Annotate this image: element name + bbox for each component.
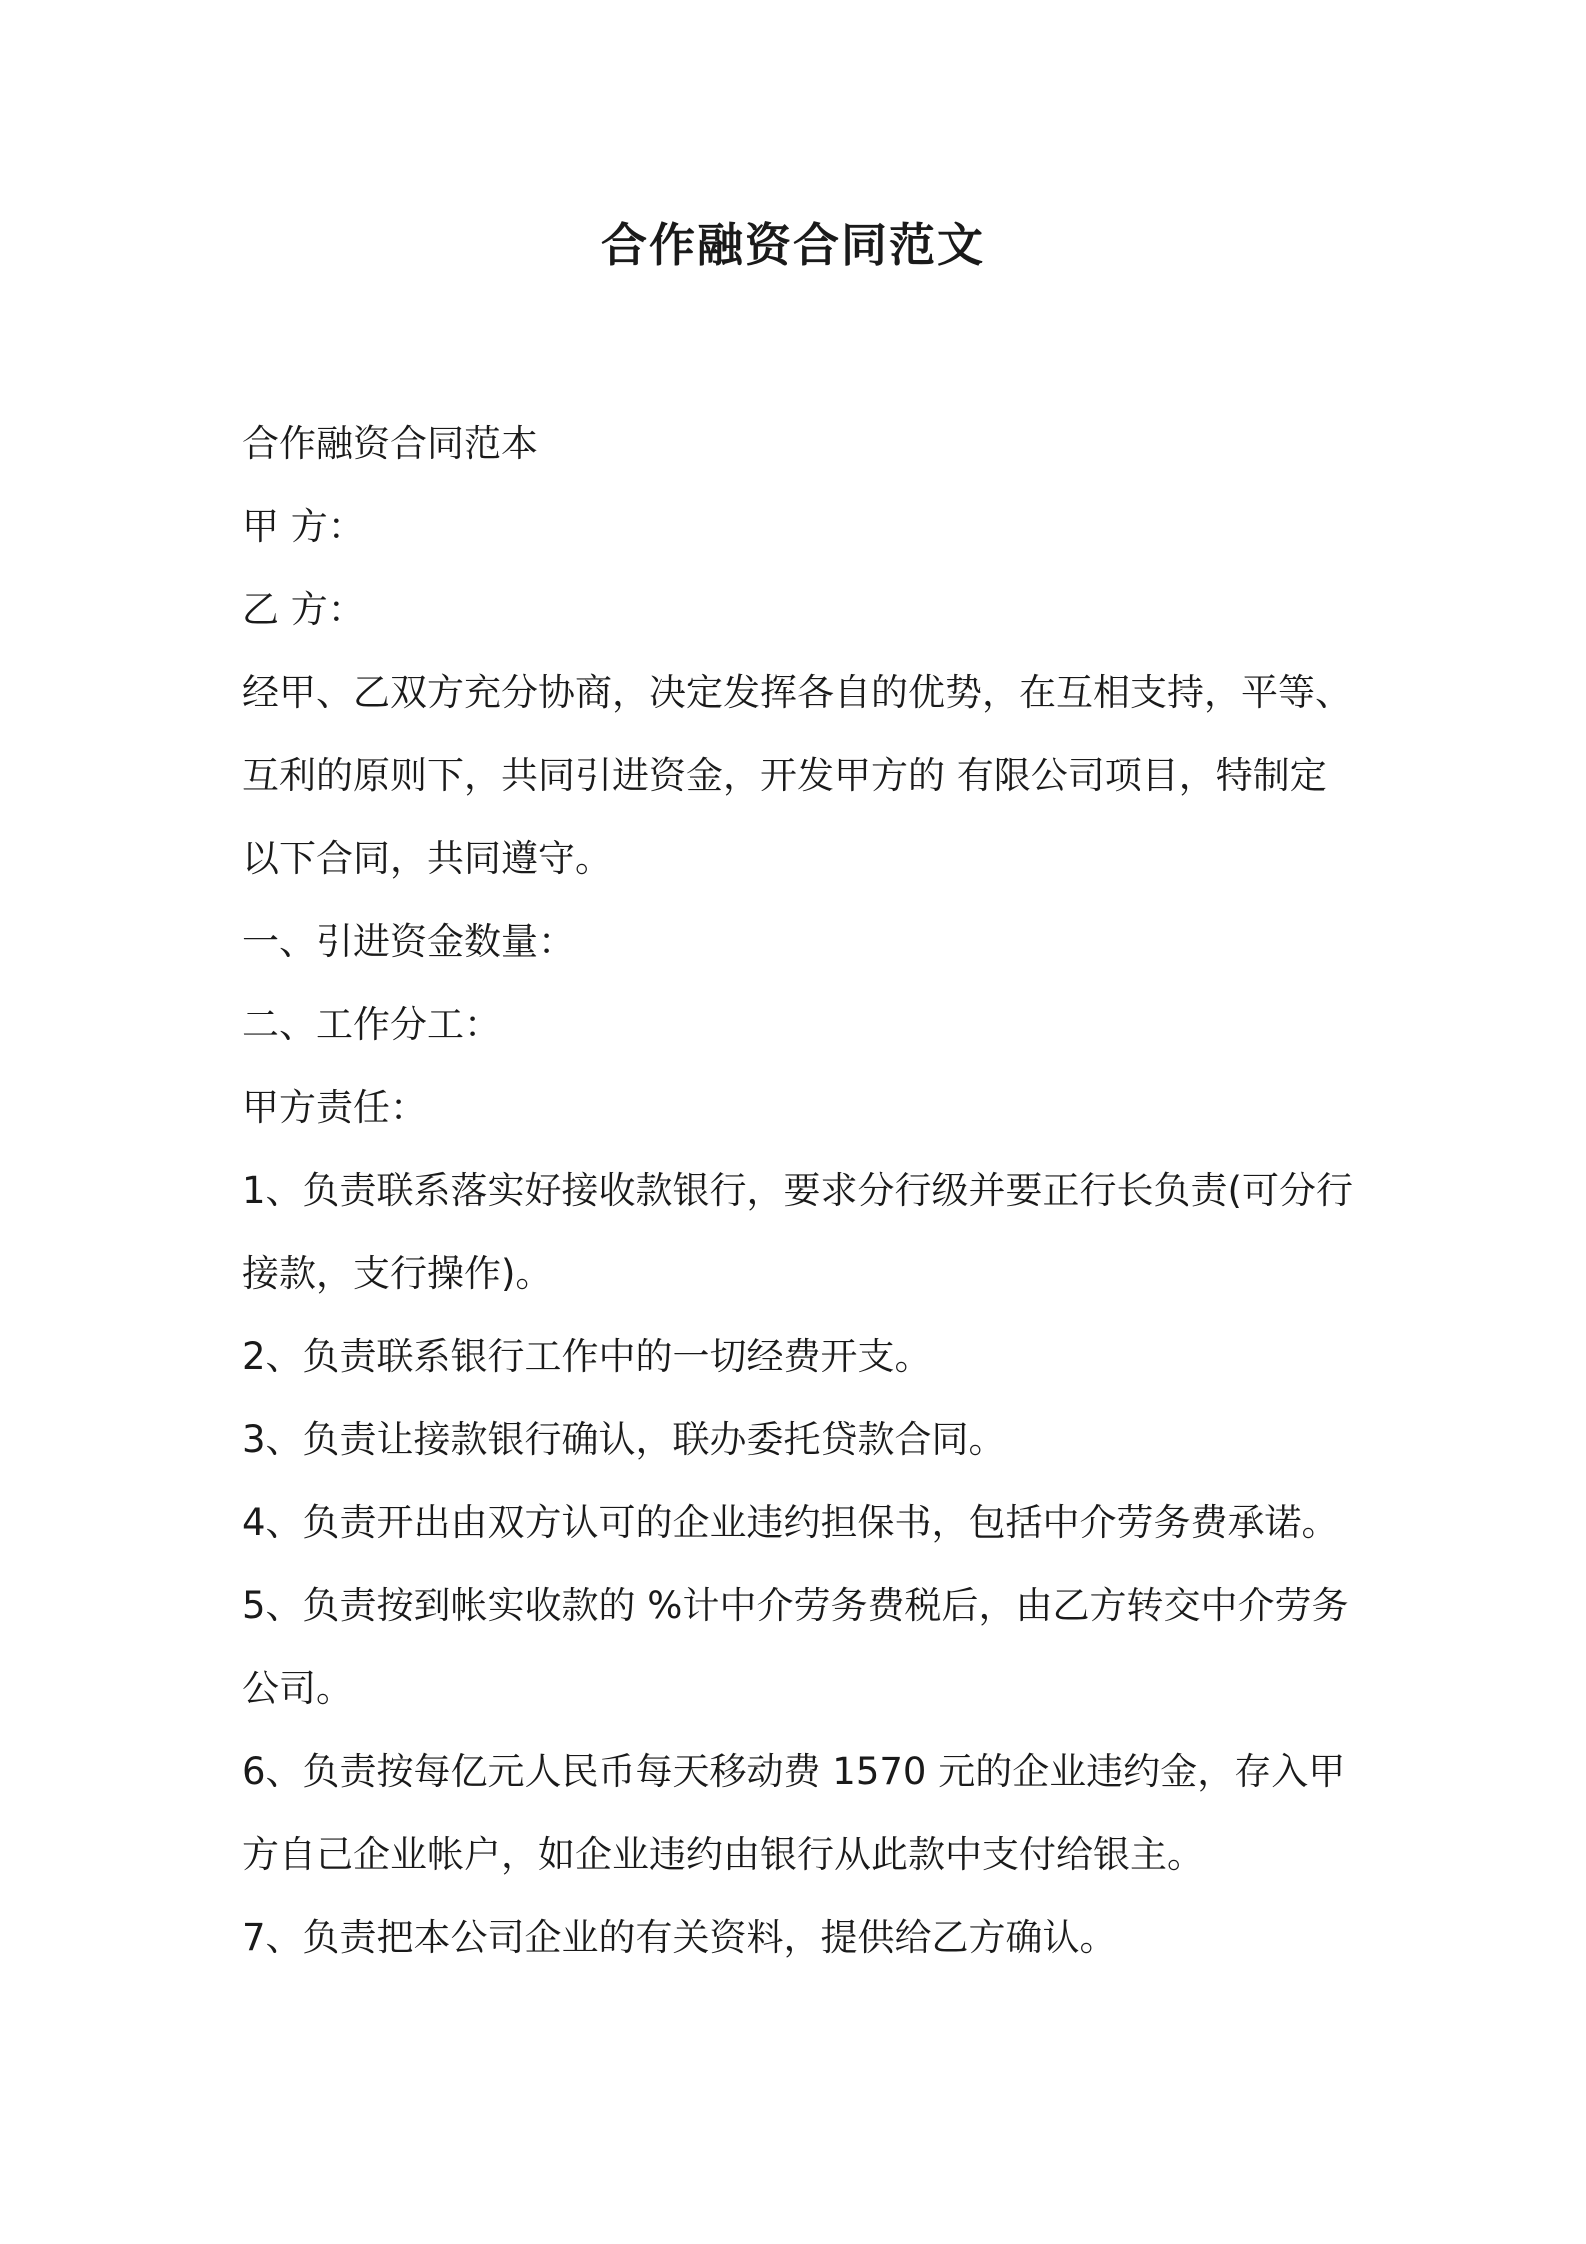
clause-6-line-2: 方自己企业帐户，如企业违约由银行从此款中支付给银主。 (242, 1833, 1204, 1876)
clause-5-line-2: 公司。 (242, 1667, 353, 1710)
clause-6-line-1: 6、负责按每亿元人民币每天移动费 1570 元的企业违约金，存入甲 (242, 1750, 1346, 1793)
party-a-line: 甲 方： (242, 505, 365, 548)
clause-1-line-2: 接款，支行操作)。 (242, 1252, 553, 1295)
clause-2: 2、负责联系银行工作中的一切经费开支。 (242, 1335, 932, 1378)
clause-1-line-1: 1、负责联系落实好接收款银行，要求分行级并要正行长负责(可分行 (242, 1169, 1353, 1212)
preamble-line-2: 互利的原则下，共同引进资金，开发甲方的 有限公司项目，特制定 (242, 754, 1327, 797)
party-b-line: 乙 方： (242, 588, 365, 631)
clause-5-line-1: 5、负责按到帐实收款的 %计中介劳务费税后，由乙方转交中介劳务 (242, 1584, 1349, 1627)
subtitle-line: 合作融资合同范本 (242, 422, 538, 465)
document-body (242, 402, 1362, 1979)
preamble-line-1: 经甲、乙双方充分协商，决定发挥各自的优势，在互相支持，平等、 (242, 671, 1352, 714)
clause-4: 4、负责开出由双方认可的企业违约担保书，包括中介劳务费承诺。 (242, 1501, 1339, 1544)
preamble-line-3: 以下合同，共同遵守。 (242, 837, 612, 880)
clause-3: 3、负责让接款银行确认，联办委托贷款合同。 (242, 1418, 1006, 1461)
section-heading-2: 二、工作分工： (242, 1003, 501, 1046)
clause-7: 7、负责把本公司企业的有关资料，提供给乙方确认。 (242, 1916, 1117, 1959)
document-title: 合作融资合同范文 (601, 218, 985, 272)
section-heading-1: 一、引进资金数量： (242, 920, 575, 963)
party-a-responsibilities-heading: 甲方责任： (242, 1086, 427, 1129)
